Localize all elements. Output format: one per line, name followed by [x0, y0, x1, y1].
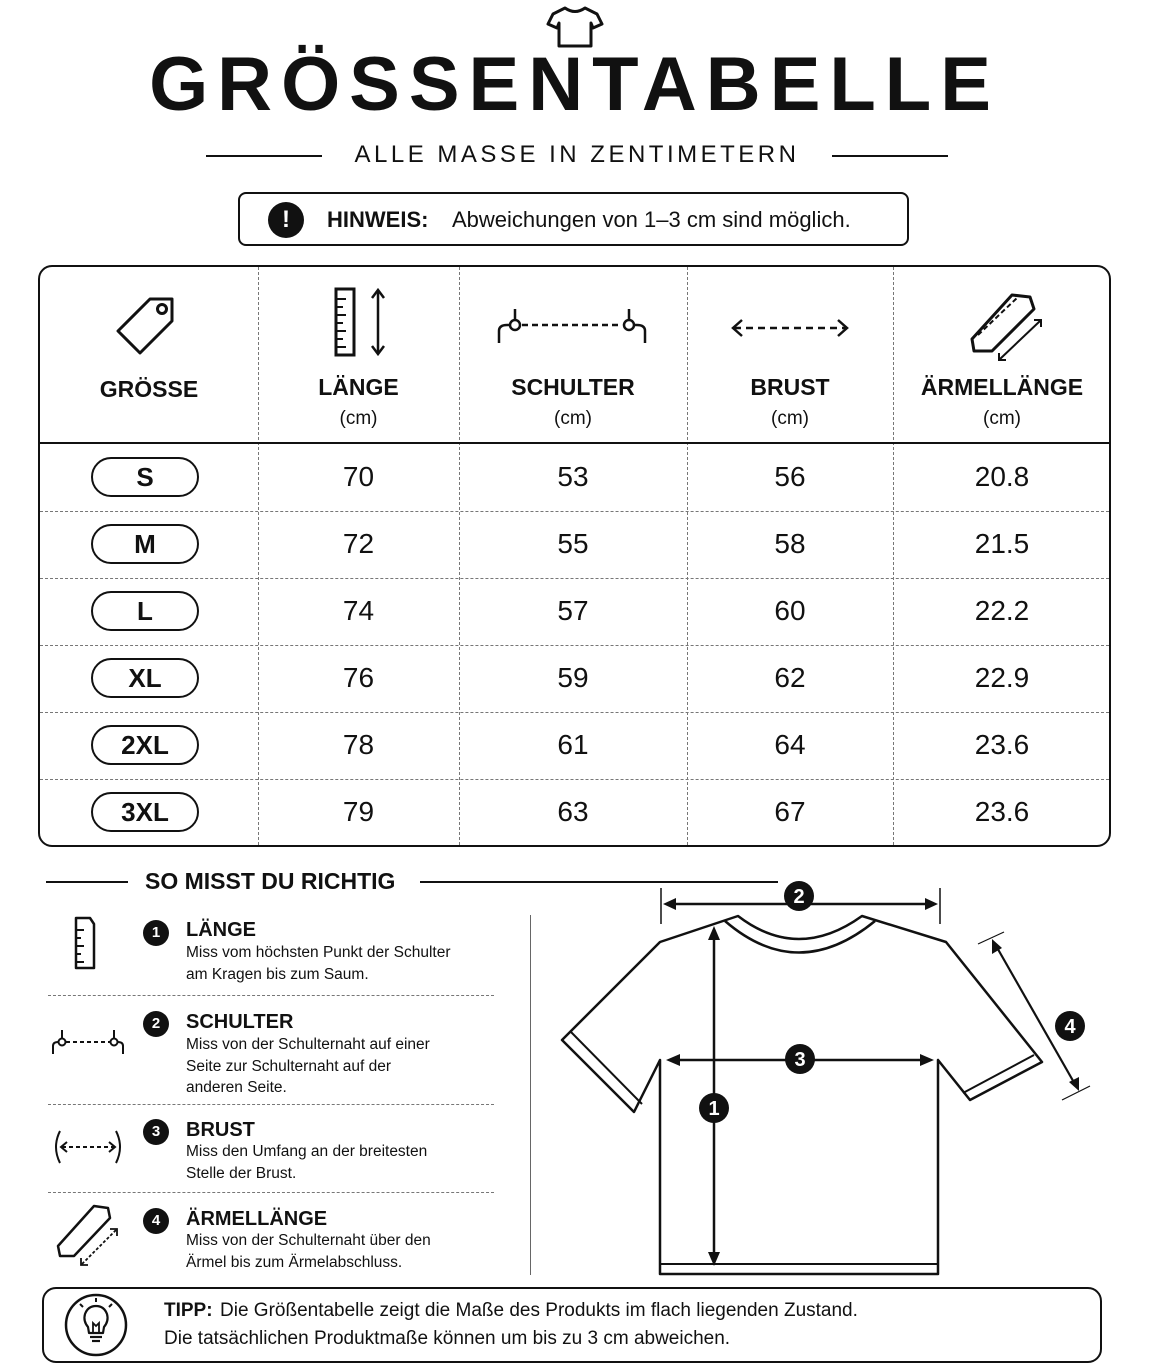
row-divider [40, 712, 1109, 713]
step-description-line: am Kragen bis zum Saum. [186, 965, 369, 983]
cell-length: 72 [342, 528, 375, 559]
step-description-line: Seite zur Schulternaht auf der [186, 1057, 392, 1075]
cell-length: 74 [342, 595, 375, 626]
tip-text-line: Die Größentabelle zeigt die Maße des Produkts im flach liegenden Zustand. [220, 1300, 858, 1321]
cell-length: 70 [342, 461, 375, 492]
sleeve-length-icon [964, 289, 1044, 365]
horizontal-arrow-icon [728, 313, 852, 343]
cell-sleeve: 20.8 [974, 461, 1030, 492]
step-title: BRUST [186, 1119, 255, 1141]
cell-sleeve: 23.6 [974, 729, 1030, 760]
cell-chest: 56 [774, 461, 806, 492]
step-title: ÄRMELLÄNGE [186, 1208, 328, 1230]
lightbulb-icon [64, 1293, 128, 1357]
cell-sleeve: 22.9 [974, 662, 1030, 693]
step-description-line: Miss von der Schulternaht über den [186, 1232, 431, 1249]
shoulder-icon [50, 1026, 126, 1058]
step-description-line: Miss von der Schulternaht auf einer [186, 1036, 430, 1053]
subtitle-rule-right [832, 155, 948, 157]
column-unit-sleeve: (cm) [983, 408, 1021, 429]
step-description-line: Miss vom höchsten Punkt der Schulter [186, 944, 451, 961]
cell-shoulder: 61 [557, 729, 589, 760]
step-title: LÄNGE [186, 919, 256, 941]
ruler-icon [70, 914, 100, 972]
size-table [38, 265, 1111, 847]
step-number: 2 [143, 1011, 169, 1037]
step-number: 1 [143, 920, 169, 946]
section-rule-left [46, 881, 128, 883]
cell-shoulder: 63 [557, 796, 589, 827]
tag-icon [110, 291, 180, 361]
size-badge: S [91, 457, 199, 497]
step-description [186, 942, 486, 985]
step-title: SCHULTER [186, 1011, 294, 1033]
row-divider [40, 779, 1109, 780]
step-description [186, 1230, 486, 1273]
cell-length: 79 [342, 796, 375, 827]
subtitle-rule-left [206, 155, 322, 157]
column-unit-shoulder: (cm) [554, 408, 592, 429]
column-header-sleeve: ÄRMELLÄNGE [920, 374, 1084, 400]
step-number: 3 [143, 1119, 169, 1145]
step-description-line: anderen Seite. [186, 1079, 287, 1096]
column-header-shoulder: SCHULTER [511, 374, 635, 400]
diagram-marker-4-label: 4 [1064, 1016, 1076, 1038]
cell-chest: 62 [774, 662, 806, 693]
cell-shoulder: 57 [557, 595, 589, 626]
row-divider [40, 511, 1109, 512]
chest-icon [50, 1128, 126, 1166]
size-badge: 2XL [91, 725, 199, 765]
step-number: 4 [143, 1208, 169, 1234]
tip-text-line: Die tatsächlichen Produktmaße können um bis zu 3 cm abweichen. [164, 1328, 731, 1349]
section-title: SO MISST DU RICHTIG [145, 868, 396, 894]
section-divider [530, 915, 531, 1275]
column-unit-length: (cm) [339, 408, 378, 429]
page-title: GRÖSSENTABELLE [149, 42, 1000, 127]
cell-chest: 58 [774, 528, 806, 559]
diagram-marker-1-label: 1 [708, 1098, 720, 1120]
size-badge: 3XL [91, 792, 199, 832]
column-header-chest: BRUST [750, 374, 830, 400]
step-description [186, 1141, 486, 1184]
step-divider [48, 1192, 494, 1193]
cell-length: 76 [342, 662, 375, 693]
step-divider [48, 1104, 494, 1105]
size-badge: XL [91, 658, 199, 698]
size-badge: L [91, 591, 199, 631]
tshirt-measurement-diagram [540, 870, 1140, 1280]
cell-sleeve: 23.6 [974, 796, 1030, 827]
column-header-length: LÄNGE [318, 374, 399, 400]
cell-chest: 67 [774, 796, 806, 827]
step-description-line: Miss den Umfang an der breitesten [186, 1143, 428, 1160]
notice-label: HINWEIS: [327, 207, 429, 232]
ruler-vertical-icon [330, 285, 390, 359]
exclamation-icon: ! [268, 202, 304, 238]
step-description-line: Stelle der Brust. [186, 1164, 297, 1182]
column-header-size: GRÖSSE [99, 376, 199, 402]
diagram-marker-2-label: 2 [793, 886, 805, 908]
cell-shoulder: 55 [557, 528, 589, 559]
tip-box [42, 1287, 1102, 1363]
shoulder-width-icon [495, 305, 649, 347]
row-divider [40, 578, 1109, 579]
column-unit-chest: (cm) [771, 408, 809, 429]
cell-sleeve: 21.5 [974, 528, 1030, 559]
cell-chest: 60 [774, 595, 806, 626]
notice-text: Abweichungen von 1–3 cm sind möglich. [452, 207, 851, 232]
diagram-marker-3-label: 3 [794, 1049, 806, 1071]
cell-sleeve: 22.2 [974, 595, 1030, 626]
cell-shoulder: 53 [557, 461, 589, 492]
step-description-line: Ärmel bis zum Ärmelabschluss. [186, 1253, 403, 1271]
cell-chest: 64 [774, 729, 806, 760]
row-divider [40, 645, 1109, 646]
step-description [186, 1034, 486, 1099]
header-divider [40, 442, 1109, 444]
step-divider [48, 995, 494, 996]
page-subtitle: ALLE MASSE IN ZENTIMETERN [354, 141, 800, 168]
tip-label: TIPP: [164, 1300, 213, 1321]
size-badge: M [91, 524, 199, 564]
sleeve-icon [54, 1202, 118, 1268]
cell-length: 78 [342, 729, 375, 760]
cell-shoulder: 59 [557, 662, 589, 693]
notice-box [238, 192, 909, 246]
